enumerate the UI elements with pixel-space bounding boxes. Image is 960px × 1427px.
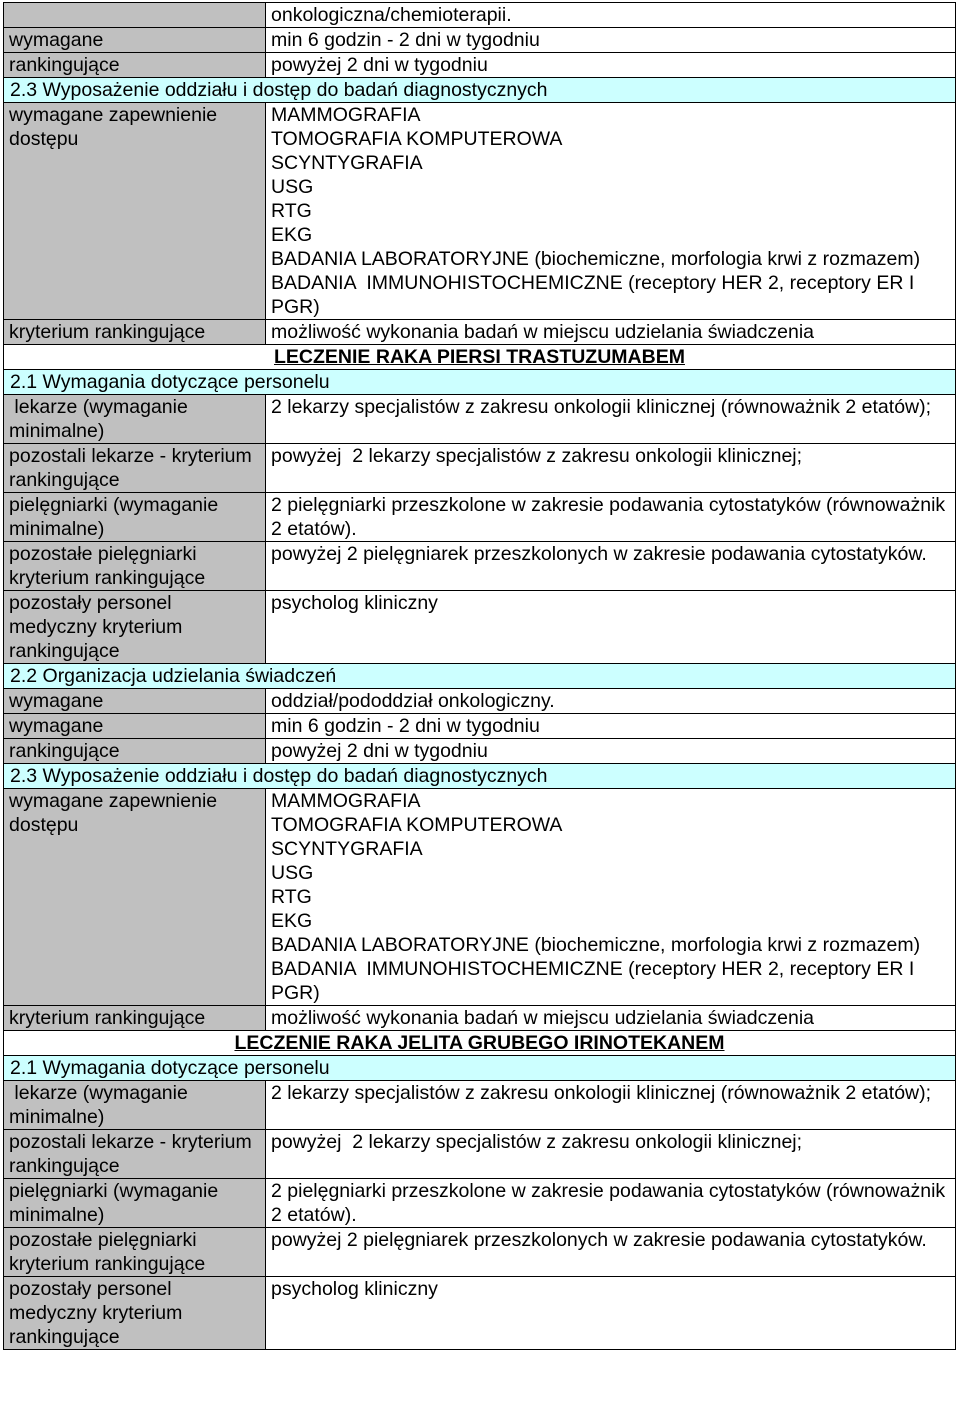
row-value-cell (266, 395, 956, 444)
row-value-line: możliwość wykonania badań w miejscu udzielania świadczenia (271, 1007, 815, 1029)
table-row (4, 1130, 956, 1179)
treatment-title-row (4, 345, 956, 370)
table-row (4, 1277, 956, 1350)
row-label-cell (4, 1130, 266, 1179)
row-label: pozostały personel medyczny kryterium rankingujące (9, 592, 188, 662)
row-label-cell (4, 320, 266, 345)
row-value-cell (266, 1277, 956, 1350)
row-value-line: powyżej 2 dni w tygodniu (271, 740, 488, 762)
row-value-line: powyżej 2 lekarzy specjalistów z zakresu onkologii klinicznej; (271, 445, 803, 467)
row-value-cell (266, 320, 956, 345)
table-row (4, 28, 956, 53)
row-value-cell (266, 1081, 956, 1130)
section-heading: 2.1 Wymagania dotyczące personelu (4, 1056, 956, 1081)
row-value-cell (266, 1179, 956, 1228)
row-label: wymagane zapewnienie dostępu (9, 790, 223, 836)
treatment-title: LECZENIE RAKA PIERSI TRASTUZUMABEM (4, 345, 956, 370)
row-label: pozostali lekarze - kryterium rankingujące (9, 445, 258, 491)
row-label-cell (4, 714, 266, 739)
row-label-cell (4, 1179, 266, 1228)
row-value-cell (266, 3, 956, 28)
row-value-line: 2 pielęgniarki przeszkolone w zakresie podawania cytostatyków (równoważnik 2 etatów). (271, 494, 951, 540)
section-heading-row (4, 78, 956, 103)
row-value-cell (266, 28, 956, 53)
table-row (4, 689, 956, 714)
row-label-cell (4, 103, 266, 320)
table-row (4, 542, 956, 591)
row-value-cell (266, 591, 956, 664)
row-label-cell (4, 1006, 266, 1031)
row-label: lekarze (wymaganie minimalne) (9, 396, 194, 442)
row-value-line: min 6 godzin - 2 dni w tygodniu (271, 29, 540, 51)
row-value-line: EKG (271, 910, 313, 932)
row-label-cell (4, 3, 266, 28)
row-label-cell (4, 1228, 266, 1277)
row-label: kryterium rankingujące (9, 321, 206, 343)
table-row (4, 789, 956, 1006)
table-row (4, 103, 956, 320)
treatment-title-row (4, 1031, 956, 1056)
row-label-cell (4, 53, 266, 78)
row-label-cell (4, 739, 266, 764)
row-value-line: RTG (271, 200, 312, 222)
row-value-cell (266, 739, 956, 764)
row-value-line: USG (271, 176, 314, 198)
section-heading: 2.2 Organizacja udzielania świadczeń (4, 664, 956, 689)
row-label-cell (4, 444, 266, 493)
row-value-cell (266, 789, 956, 1006)
treatment-title: LECZENIE RAKA JELITA GRUBEGO IRINOTEKANEM (4, 1031, 956, 1056)
row-value-line: SCYNTYGRAFIA (271, 152, 423, 174)
section-heading-row (4, 1056, 956, 1081)
row-label: wymagane zapewnienie dostępu (9, 104, 223, 150)
row-value-cell (266, 1228, 956, 1277)
section-heading: 2.3 Wyposażenie oddziału i dostęp do badań diagnostycznych (4, 764, 956, 789)
table-row (4, 320, 956, 345)
row-value-line: 2 pielęgniarki przeszkolone w zakresie podawania cytostatyków (równoważnik 2 etatów). (271, 1180, 951, 1226)
table-row (4, 444, 956, 493)
row-value-line: powyżej 2 pielęgniarek przeszkolonych w zakresie podawania cytostatyków. (271, 1229, 927, 1251)
row-label: kryterium rankingujące (9, 1007, 206, 1029)
requirements-table-body (4, 3, 956, 1350)
row-value-cell (266, 53, 956, 78)
section-heading: 2.3 Wyposażenie oddziału i dostęp do badań diagnostycznych (4, 78, 956, 103)
table-row (4, 591, 956, 664)
row-value-line: BADANIA IMMUNOHISTOCHEMICZNE (receptory HER 2, receptory ER I PGR) (271, 958, 920, 1004)
row-value-line: RTG (271, 886, 312, 908)
row-label: pielęgniarki (wymaganie minimalne) (9, 494, 224, 540)
row-value-cell (266, 689, 956, 714)
row-label: wymagane (9, 715, 104, 737)
row-value-line: SCYNTYGRAFIA (271, 838, 423, 860)
row-label: pozostałe pielęgniarki kryterium rankingujące (9, 543, 206, 589)
row-value-line: 2 lekarzy specjalistów z zakresu onkologii klinicznej (równoważnik 2 etatów); (271, 396, 932, 418)
row-label-cell (4, 689, 266, 714)
row-value-cell (266, 444, 956, 493)
row-value-line: EKG (271, 224, 313, 246)
table-row (4, 739, 956, 764)
row-value-cell (266, 542, 956, 591)
row-value-cell (266, 714, 956, 739)
row-value-line: onkologiczna/chemioterapii. (271, 4, 512, 26)
row-value-cell (266, 103, 956, 320)
row-value-line: powyżej 2 pielęgniarek przeszkolonych w zakresie podawania cytostatyków. (271, 543, 927, 565)
row-value-cell (266, 1130, 956, 1179)
row-value-line: powyżej 2 dni w tygodniu (271, 54, 488, 76)
row-value-line: min 6 godzin - 2 dni w tygodniu (271, 715, 540, 737)
row-label: rankingujące (9, 740, 120, 762)
row-value-line: psycholog kliniczny (271, 1278, 438, 1300)
table-row (4, 714, 956, 739)
row-value-cell (266, 493, 956, 542)
row-value-line: psycholog kliniczny (271, 592, 438, 614)
row-label: pozostali lekarze - kryterium rankingujące (9, 1131, 258, 1177)
row-value-line: MAMMOGRAFIA (271, 104, 421, 126)
table-row (4, 1179, 956, 1228)
row-label: pielęgniarki (wymaganie minimalne) (9, 1180, 224, 1226)
row-label: pozostały personel medyczny kryterium rankingujące (9, 1278, 188, 1348)
row-label-cell (4, 28, 266, 53)
row-label-cell (4, 542, 266, 591)
table-row (4, 1006, 956, 1031)
row-label-cell (4, 395, 266, 444)
section-heading-row (4, 370, 956, 395)
table-row (4, 493, 956, 542)
row-label: lekarze (wymaganie minimalne) (9, 1082, 194, 1128)
row-label: wymagane (9, 29, 104, 51)
section-heading-row (4, 664, 956, 689)
row-value-line: MAMMOGRAFIA (271, 790, 421, 812)
row-label: rankingujące (9, 54, 120, 76)
row-label-cell (4, 1277, 266, 1350)
row-label-cell (4, 789, 266, 1006)
row-label: pozostałe pielęgniarki kryterium rankingujące (9, 1229, 206, 1275)
row-value-line: 2 lekarzy specjalistów z zakresu onkologii klinicznej (równoważnik 2 etatów); (271, 1082, 932, 1104)
table-row (4, 3, 956, 28)
row-value-line: powyżej 2 lekarzy specjalistów z zakresu onkologii klinicznej; (271, 1131, 803, 1153)
row-label-cell (4, 591, 266, 664)
row-value-line: USG (271, 862, 314, 884)
row-value-line: BADANIA LABORATORYJNE (biochemiczne, morfologia krwi z rozmazem) (271, 934, 921, 956)
section-heading: 2.1 Wymagania dotyczące personelu (4, 370, 956, 395)
table-row (4, 1228, 956, 1277)
row-value-line: oddział/pododdział onkologiczny. (271, 690, 555, 712)
table-row (4, 53, 956, 78)
row-label: wymagane (9, 690, 104, 712)
table-row (4, 395, 956, 444)
row-label-cell (4, 493, 266, 542)
row-value-line: TOMOGRAFIA KOMPUTEROWA (271, 128, 563, 150)
row-value-line: możliwość wykonania badań w miejscu udzielania świadczenia (271, 321, 815, 343)
requirements-table (3, 2, 956, 1350)
section-heading-row (4, 764, 956, 789)
row-value-line: BADANIA LABORATORYJNE (biochemiczne, morfologia krwi z rozmazem) (271, 248, 921, 270)
row-value-line: BADANIA IMMUNOHISTOCHEMICZNE (receptory HER 2, receptory ER I PGR) (271, 272, 920, 318)
row-value-cell (266, 1006, 956, 1031)
row-label-cell (4, 1081, 266, 1130)
table-row (4, 1081, 956, 1130)
row-value-line: TOMOGRAFIA KOMPUTEROWA (271, 814, 563, 836)
